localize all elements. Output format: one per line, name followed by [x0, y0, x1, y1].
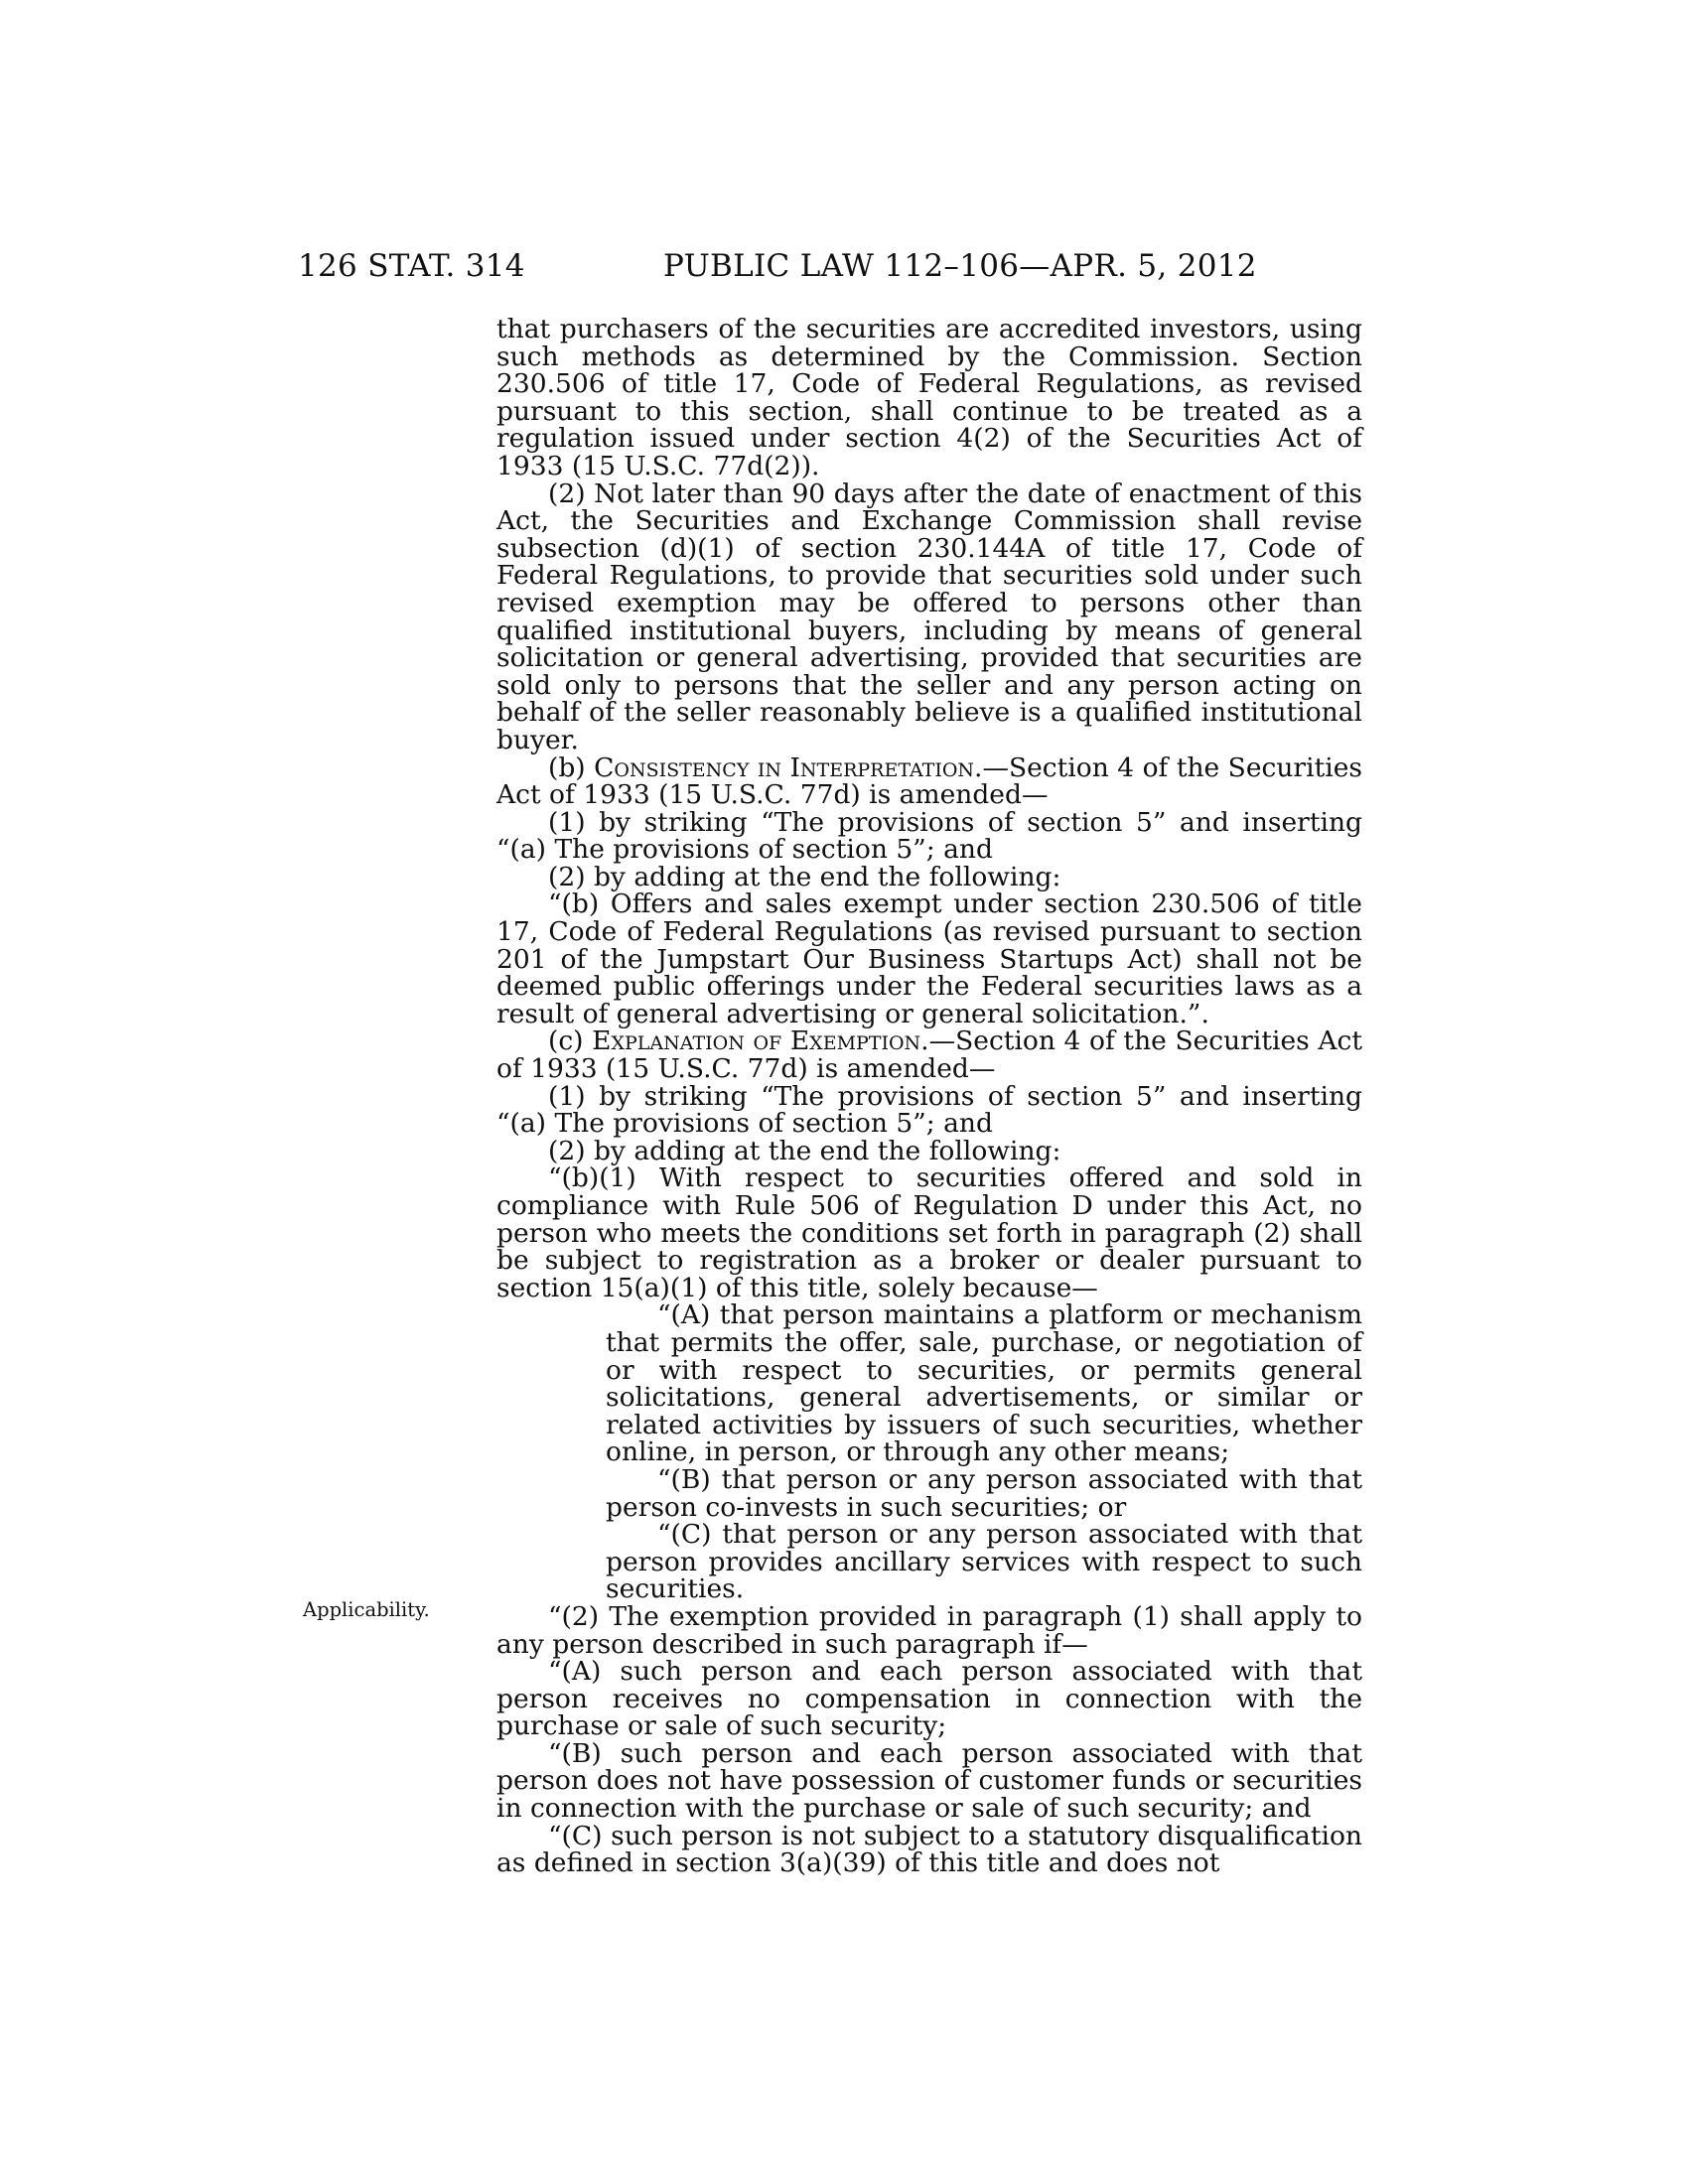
- subsection-b-text: —Section 4 of the Securities Act of 1933 (15 U.S.C. 77d) is amended—: [496, 751, 1362, 811]
- subparagraph-b2-C: “(C) such person is not subject to a statutory disqualification as defined in section 3(a)(39) of this title and does not: [496, 1820, 1362, 1879]
- paragraph-continuation: that purchasers of the securities are accredited investors, using such methods as determined by the Commission. Section 230.506 of title 17, Code of Federal Regulations, as revised pursuant to this section, shall continue to be treated as a regulation issued under section 4(2) of the Securities Act of 1933 (15 U.S.C. 77d(2)).: [496, 314, 1362, 481]
- paragraph-c2: (2) by adding at the end the following:: [548, 1135, 1061, 1166]
- subparagraph-b1-A: “(A) that person maintains a platform or mechanism that permits the offer, sale, purchase, or negotiation of or with respect to securities, or permits general solicitations, general advertisements, or similar or related activities by issuers of such securities, whether online, in person, or through any other means;: [606, 1299, 1362, 1468]
- subsection-c-heading: Explanation of Exemption.: [592, 1025, 929, 1057]
- page-header-title: PUBLIC LAW 112–106—APR. 5, 2012: [663, 248, 1257, 284]
- quoted-paragraph-b2: “(2) The exemption provided in paragraph (1) shall apply to any person described in such paragraph if—: [496, 1600, 1362, 1660]
- subsection-b-prefix: (b): [548, 751, 595, 783]
- quoted-paragraph-b1: “(b)(1) With respect to securities offered and sold in compliance with Rule 506 of Regulation D under this Act, no person who meets the conditions set forth in paragraph (2) shall be subject to registration as a broker or dealer pursuant to section 15(a)(1) of this title, solely because—: [496, 1162, 1362, 1303]
- subsection-c-prefix: (c): [548, 1025, 593, 1057]
- paragraph-b2: (2) by adding at the end the following:: [548, 861, 1061, 892]
- paragraph-b1: (1) by striking “The provisions of section 5” and inserting “(a) The provisions of section 5”; and: [496, 806, 1362, 866]
- margin-note-applicability: Applicability.: [303, 1598, 430, 1621]
- subsection-b: [496, 751, 1362, 811]
- subsection-b-heading: Consistency in Interpretation.: [594, 751, 983, 783]
- subsection-c-text: —Section 4 of the Securities Act of 1933 (15 U.S.C. 77d) is amended—: [496, 1025, 1362, 1085]
- paragraph-c1: (1) by striking “The provisions of section 5” and inserting “(a) The provisions of section 5”; and: [496, 1080, 1362, 1140]
- subparagraph-b1-C: “(C) that person or any person associated with that person provides ancillary services with respect to such securities.: [606, 1519, 1362, 1605]
- subsection-c: [496, 1025, 1362, 1085]
- subparagraph-b2-B: “(B) such person and each person associated with that person does not have possession of customer funds or securities in connection with the purchase or sale of such security; and: [496, 1737, 1362, 1825]
- paragraph-a2: (2) Not later than 90 days after the date of enactment of this Act, the Securities and Exchange Commission shall revise subsection (d)(1) of section 230.144A of title 17, Code of Federal Regulations, to provide that securities sold under such revised exemption may be offered to persons other than qualified institutional buyers, including by means of general solicitation or general advertising, provided that securities are sold only to persons that the seller and any person acting on behalf of the seller reasonably believe is a qualified institutional buyer.: [496, 478, 1362, 755]
- subparagraph-b2-A: “(A) such person and each person associated with that person receives no compensation in connection with the purchase or sale of such security;: [496, 1656, 1362, 1742]
- document-body: [496, 316, 1362, 1877]
- statute-page-reference: 126 STAT. 314: [298, 248, 525, 284]
- subparagraph-b1-B: “(B) that person or any person associated with that person co-invests in such securities; or: [606, 1463, 1362, 1523]
- quoted-subsection-b: “(b) Offers and sales exempt under section 230.506 of title 17, Code of Federal Regulations (as revised pursuant to section 201 of the Jumpstart Our Business Startups Act) shall not be deemed public offerings under the Federal securities laws as a result of general advertising or general solicitation.”.: [496, 888, 1362, 1029]
